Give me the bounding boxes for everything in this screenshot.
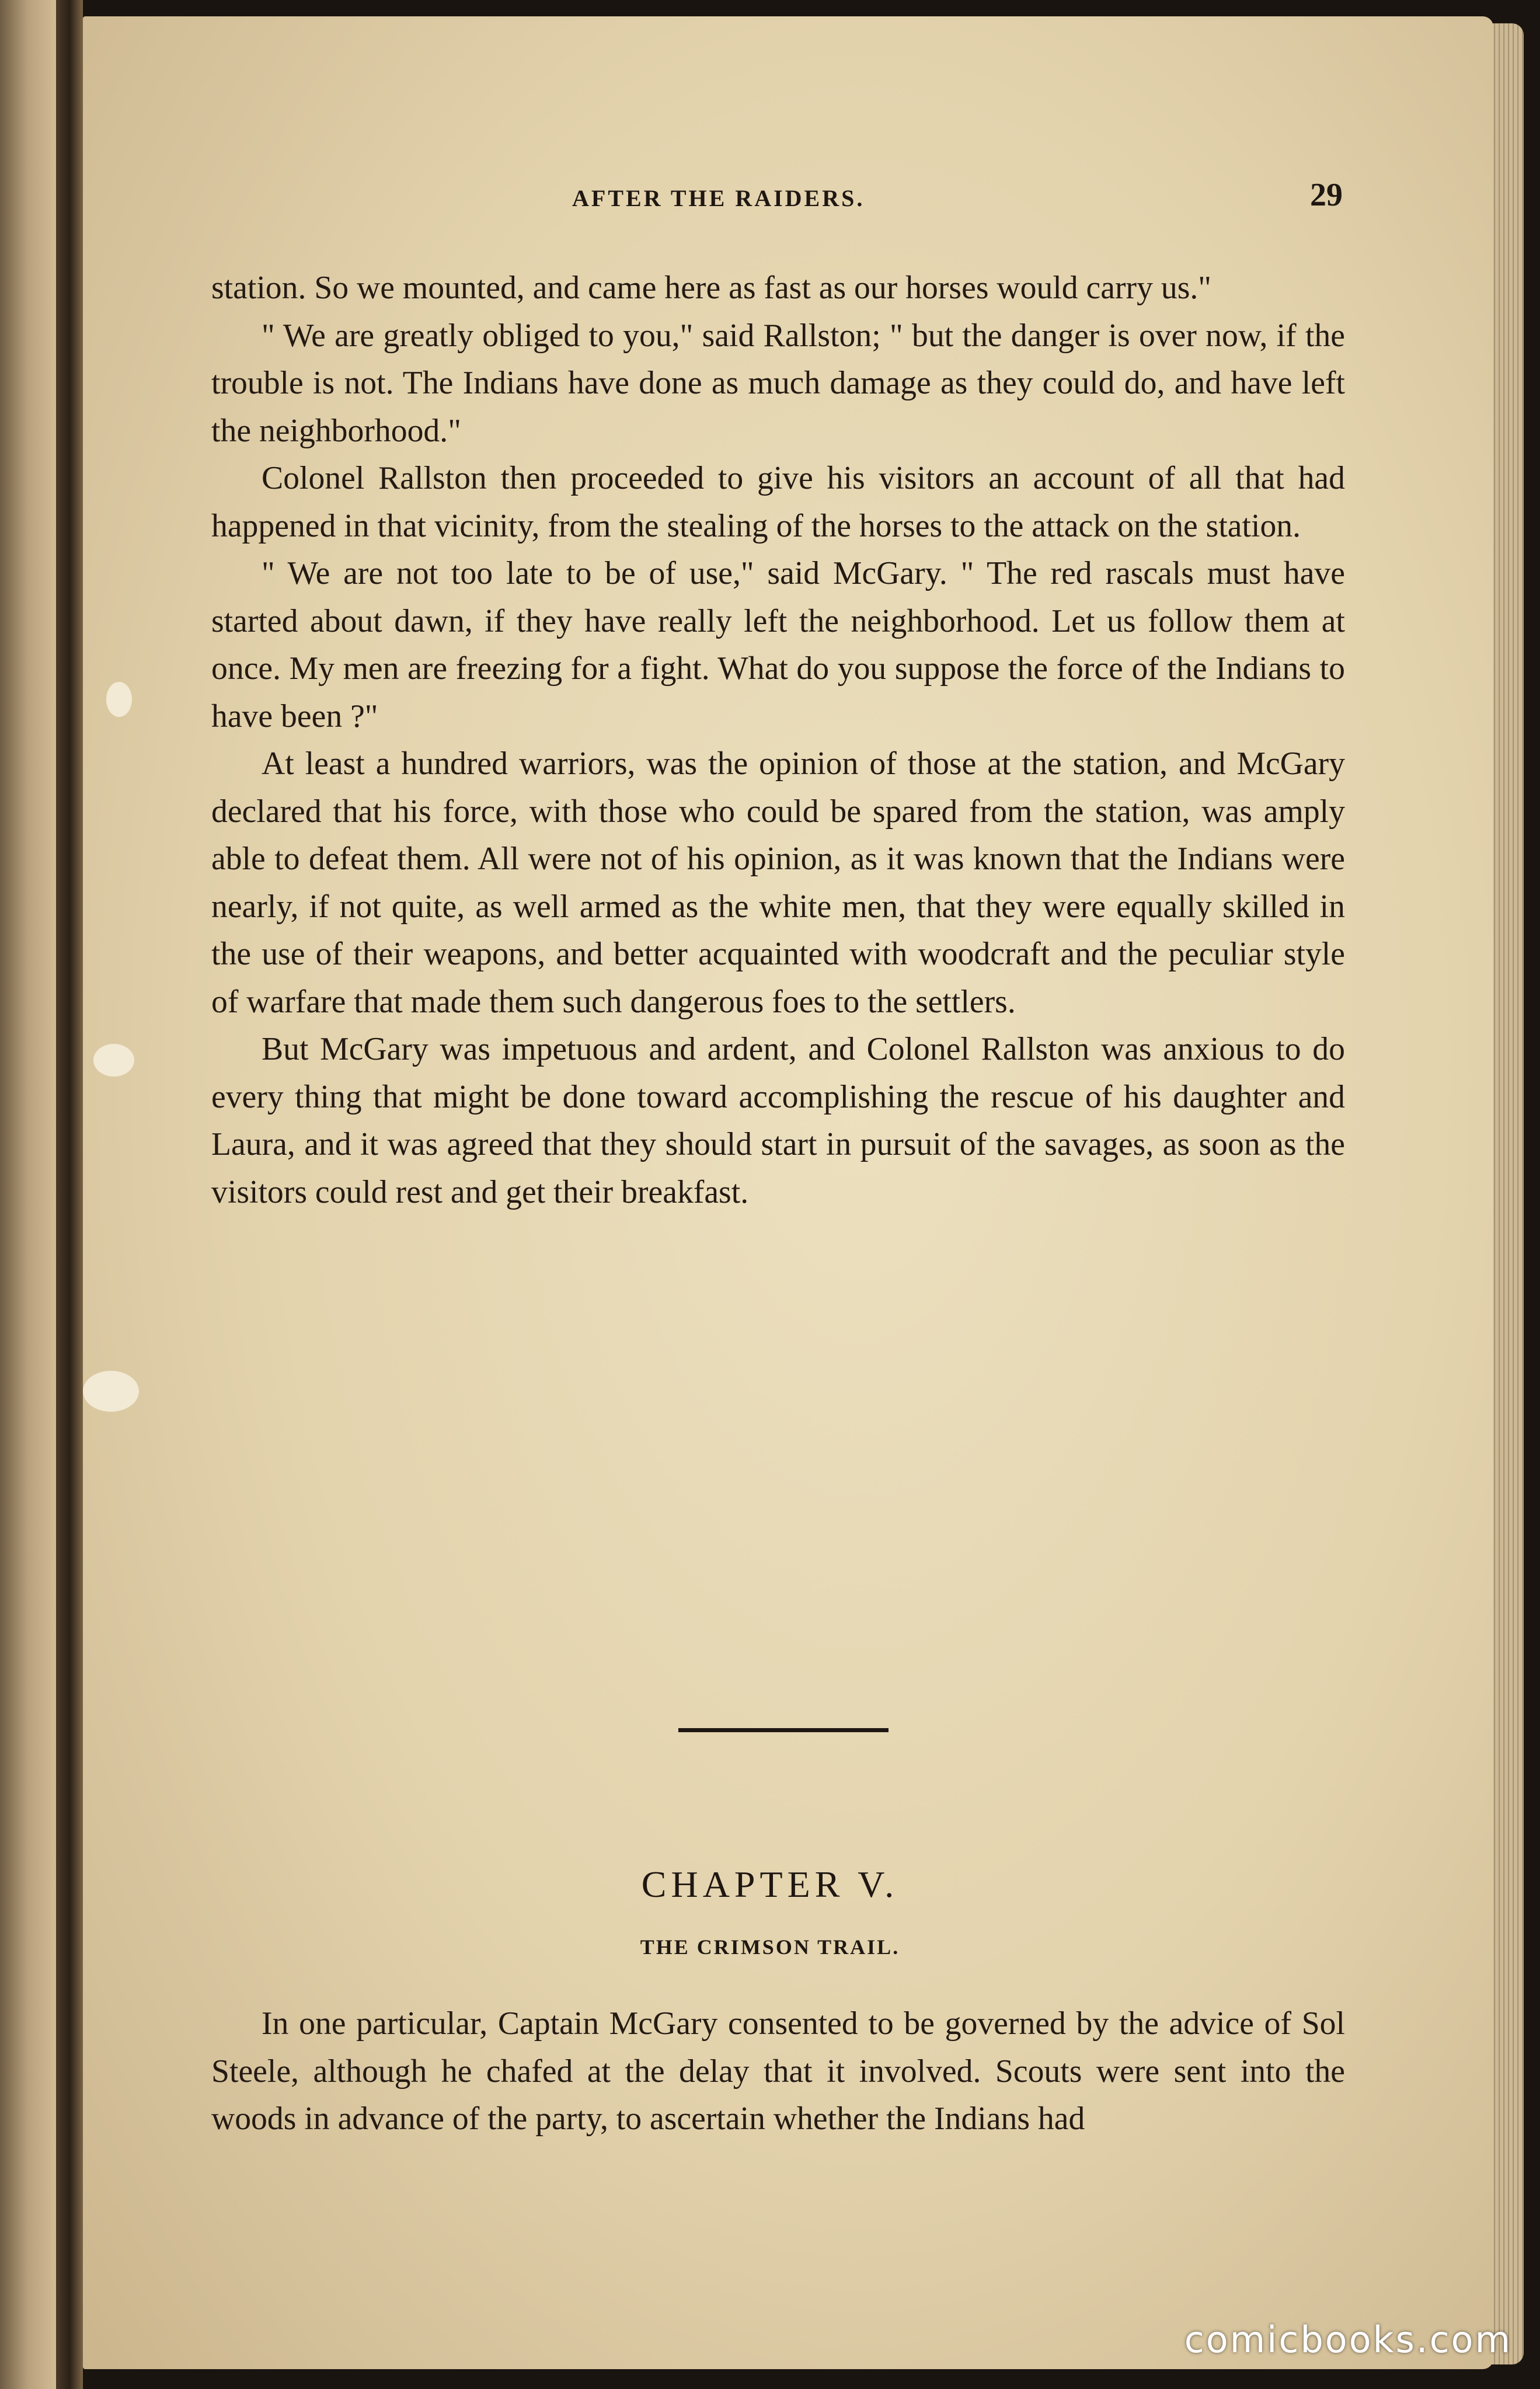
section-divider-rule (678, 1728, 889, 1732)
running-head: AFTER THE RAIDERS. (572, 185, 865, 211)
page-number: 29 (1310, 177, 1343, 213)
paragraph: station. So we mounted, and came here as fast as our horses would carry us." (211, 270, 1212, 306)
paragraph: Colonel Rallston then proceeded to give his visitors an account of all that had happened in that vicinity, from the stealing of the horses to the attack on the station. (211, 460, 1345, 544)
paragraph: " We are greatly obliged to you," said Rallston; " but the danger is over now, if the trouble is not. The Indians have done as much damage as they could do, and have left the neighborhood." (211, 317, 1345, 449)
paragraph: But McGary was impetuous and ardent, and Colonel Rallston was anxious to do every thing that might be done toward accomplishing the rescue of his daughter and Laura, and it was agreed that they should start in pursuit of the savages, as soon as the visitors could rest and get their breakfast. (211, 1031, 1345, 1210)
paragraph: In one particular, Captain McGary consented to be governed by the advice of Sol Steele, although he chafed at the delay that it involved. Scouts were sent into the woods in advance of the party, to ascertain whether the Indians had (211, 2005, 1345, 2137)
book-gutter (56, 0, 83, 2389)
body-text (211, 264, 1345, 1216)
chapter-title: CHAPTER V. (641, 1864, 899, 1905)
paragraph: At least a hundred warriors, was the opinion of those at the station, and McGary declared that his force, with those who could be spared from the station, was amply able to defeat them. All were not of his opinion, as it was known that the Indians were nearly, if not quite, as well armed as the white men, that they were equally skilled in the use of their weapons, and better acquainted with woodcraft and the peculiar style of warfare that made them such dangerous foes to the settlers. (211, 746, 1345, 1020)
paper-damage-spot (106, 682, 132, 717)
chapter-text (211, 2000, 1345, 2143)
watermark: comicbooks.com (1184, 2318, 1512, 2361)
chapter-subtitle: THE CRIMSON TRAIL. (640, 1935, 900, 1959)
paragraph: " We are not too late to be of use," said McGary. " The red rascals must have started about dawn, if they have really left the neighborhood. Let us follow them at once. My men are freezing for a fight. What do you suppose the force of the Indians to have been ?" (211, 555, 1345, 734)
paper-damage-spot (93, 1044, 134, 1077)
paper-damage-spot (83, 1371, 139, 1412)
page-header (549, 176, 1343, 223)
facing-page-edge (0, 0, 56, 2389)
